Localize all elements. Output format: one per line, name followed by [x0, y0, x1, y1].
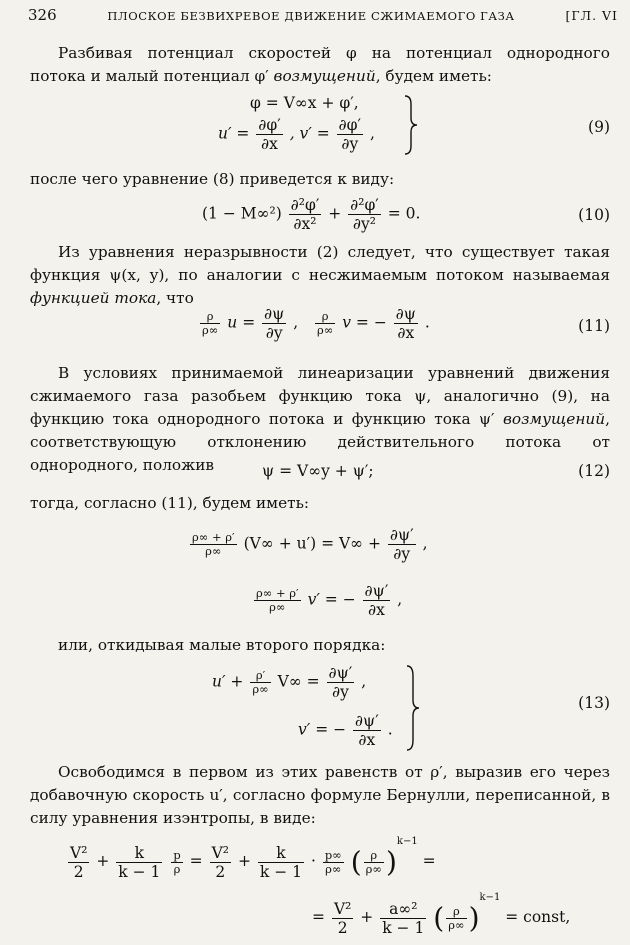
paragraph-3 — [30, 241, 610, 310]
paragraph-3-emphasis: функцией тока — [30, 289, 157, 307]
eq-b-d-den: ∂x — [368, 601, 385, 619]
eq13-l2-a: v′ = − — [298, 720, 347, 739]
b1-f-den: ρ∞ — [325, 861, 342, 876]
b1-d-den: 2 — [215, 862, 226, 881]
eq11-rho-frac1 — [200, 310, 220, 337]
eq-b-mid: v′ = − — [307, 590, 356, 609]
b2-b — [380, 900, 426, 937]
eq-a-dfrac — [388, 526, 416, 563]
b1-f-num: p∞ — [324, 847, 342, 862]
eq10-frac1 — [289, 196, 322, 233]
paragraph-2-text: после чего уравнение (8) приведется к виду: — [30, 170, 395, 188]
eq11 — [198, 305, 430, 342]
eq-b-d-num: ∂ψ′ — [364, 582, 389, 600]
eq13-l1-a: u′ + — [212, 672, 244, 691]
eq-b-end: , — [397, 590, 403, 609]
eq9-v-den: ∂y — [341, 135, 359, 153]
eq13-l1-d-den: ∂y — [332, 683, 349, 701]
b1-g — [364, 849, 384, 876]
b2-a-num: V² — [333, 899, 352, 918]
b1-a-den: 2 — [73, 862, 84, 881]
paragraph-5-text: тогда, согласно (11), будем иметь: — [30, 494, 310, 512]
paragraph-1 — [30, 42, 610, 88]
b1-d-num: V² — [211, 843, 230, 862]
b2-c-den: ρ∞ — [448, 917, 465, 932]
b2-plus: + — [360, 908, 374, 926]
eq10-number: (10) — [578, 206, 610, 224]
b1-f — [323, 849, 344, 876]
b1-e-den: k − 1 — [259, 862, 302, 881]
b1-d — [210, 844, 231, 881]
b1-c — [171, 849, 182, 876]
eq13-l1-d-num: ∂ψ′ — [328, 664, 353, 682]
paragraph-1-emphasis: возмущений — [273, 67, 376, 85]
eq13-l2-dfrac — [353, 712, 381, 749]
b2-lparen: ( — [433, 901, 445, 935]
paragraph-2 — [30, 168, 610, 191]
eq10-f1-num: ∂²φ′ — [290, 196, 320, 214]
eq13-l1-f-den: ρ∞ — [252, 682, 269, 696]
eq11-d1 — [262, 305, 286, 342]
eq-b-den: ρ∞ — [269, 600, 286, 614]
b2-a-den: 2 — [337, 918, 348, 937]
eq10-rhs: = 0. — [387, 204, 421, 223]
eq13-l1-dfrac — [327, 664, 355, 701]
b2-exp: k−1 — [479, 892, 501, 903]
eq-a-end: , — [422, 534, 428, 553]
eq13-line2 — [298, 712, 393, 749]
eq11-b: v = − — [342, 313, 387, 332]
eq11-number: (11) — [578, 317, 610, 335]
eq-a-den: ρ∞ — [205, 544, 222, 558]
paragraph-1-text: Разбивая потенциал скоростей φ на потенциал однородного потока и малый потенциал φ′ — [30, 44, 610, 85]
eq13-l1-f-num: ρ′ — [250, 669, 270, 683]
bernoulli-line1 — [66, 836, 436, 881]
eq10-f2-num: ∂²φ′ — [350, 196, 379, 214]
bernoulli-line2 — [312, 892, 570, 937]
b1-c-num: p — [173, 847, 181, 862]
paragraph-6-text: или, откидывая малые второго порядка: — [58, 636, 386, 654]
eq-b — [252, 582, 402, 619]
eq9-line1: φ = V∞x + φ′, — [250, 94, 359, 112]
b1-plus1: + — [96, 852, 110, 870]
eq10-frac2 — [348, 196, 381, 233]
paragraph-3-text: Из уравнения неразрывности (2) следует, что существует такая функция ψ(x, y), по аналогии с несжимаемым потоком называемая — [30, 243, 610, 284]
eq-a — [188, 526, 428, 563]
eq-a-num: ρ∞ + ρ′ — [192, 530, 235, 544]
b2-c — [446, 905, 466, 932]
b2-rparen: ) — [468, 901, 480, 935]
b2-a — [332, 900, 353, 937]
b1-a-num: V² — [70, 843, 88, 862]
b1-exp: k−1 — [396, 836, 418, 847]
eq9-line2 — [218, 116, 375, 153]
eq12-number: (12) — [578, 462, 610, 480]
eq9-v-lhs: , v′ = — [289, 124, 330, 143]
b1-g-num: ρ — [364, 849, 384, 863]
eq11-d1-den: ∂y — [265, 324, 283, 342]
eq9-brace — [402, 94, 420, 156]
eq11-rho-frac2 — [315, 310, 335, 337]
eq9-v-num: ∂φ′ — [338, 116, 362, 134]
b2-c-num: ρ — [446, 905, 466, 919]
paragraph-3-tail: , что — [156, 289, 194, 307]
eq-a-frac — [190, 531, 237, 558]
b1-eq2: = — [422, 852, 436, 870]
eq-a-d-num: ∂ψ′ — [389, 526, 414, 544]
b1-rparen: ) — [385, 845, 397, 879]
eq10-plus: + — [328, 204, 342, 223]
b1-e — [258, 844, 304, 881]
eq-b-dfrac — [363, 582, 391, 619]
eq-a-d-den: ∂y — [393, 545, 411, 563]
eq13-l2-end: . — [387, 720, 393, 739]
page-number: 326 — [28, 6, 57, 24]
b1-eq1: = — [189, 852, 203, 870]
eq11-d2 — [394, 305, 418, 342]
eq-b-frac — [254, 587, 301, 614]
paragraph-7 — [30, 761, 610, 830]
b1-g-den: ρ∞ — [365, 861, 382, 876]
chapter-label: [ГЛ. VI — [565, 8, 618, 23]
b2-b-den: k − 1 — [382, 918, 425, 937]
eq13-brace — [404, 664, 422, 752]
eq9-u-lhs: u′ = — [218, 124, 250, 143]
b1-e-num: k — [258, 844, 304, 863]
eq10-f2-den: ∂y² — [353, 215, 377, 233]
paragraph-6 — [30, 634, 610, 657]
eq11-end: . — [424, 313, 430, 332]
paragraph-1-tail: , будем иметь: — [375, 67, 492, 85]
b2-eq: = — [312, 908, 325, 926]
b1-a — [68, 844, 89, 881]
eq11-d1-num: ∂ψ — [264, 305, 285, 323]
b2-rhs: = const, — [505, 908, 571, 926]
eq11-sep: , — [293, 313, 299, 332]
eq11-d2-num: ∂ψ — [395, 305, 416, 323]
eq9-u-den: ∂x — [261, 135, 278, 153]
eq11-a: u = — [227, 313, 256, 332]
eq13-l2-d-den: ∂x — [358, 731, 376, 749]
b1-b-den: k − 1 — [118, 862, 161, 881]
eq9-number: (9) — [588, 118, 610, 136]
eq12: ψ = V∞y + ψ′; — [262, 462, 374, 480]
b1-b — [116, 844, 162, 881]
paragraph-4-tail: , соответствующую отклонению действительного потока от однородного, положив — [30, 410, 610, 474]
eq9-v-frac — [337, 116, 363, 153]
eq10-f1-den: ∂x² — [293, 215, 317, 233]
eq13-l1-b: V∞ = — [277, 672, 320, 691]
paragraph-5 — [30, 492, 610, 515]
eq13-l2-d-num: ∂ψ′ — [355, 712, 379, 730]
b1-lparen: ( — [350, 845, 362, 879]
eq13-l1-end: , — [361, 672, 367, 691]
eq10 — [202, 196, 420, 233]
eq10-lhs: (1 − M∞²) — [202, 204, 282, 223]
eq9-end: , — [370, 124, 375, 143]
running-title: ПЛОСКОЕ БЕЗВИХРЕВОЕ ДВИЖЕНИЕ СЖИМАЕМОГО ГАЗА — [107, 9, 515, 23]
paragraph-7-text: Освободимся в первом из этих равенств от ρ′, выразив его через добавочную скорость u′, согласно формуле Бернулли, переписанной, в силу уравнения изэнтропы, в виде: — [30, 763, 610, 827]
b2-b-num: a∞² — [380, 900, 426, 919]
eq13-l1-frac — [250, 669, 270, 696]
paragraph-4-text: В условиях принимаемой линеаризации уравнений движения сжимаемого газа разобьем функцию тока ψ, аналогично (9), на функцию тока однородного потока и функцию тока ψ′ — [30, 364, 610, 428]
eq13-line1 — [212, 664, 366, 701]
eq-b-num: ρ∞ + ρ′ — [256, 586, 299, 600]
b1-b-num: k — [116, 844, 162, 863]
eq9-u-num: ∂φ′ — [258, 116, 281, 134]
eq9-u-frac — [256, 116, 282, 153]
eq11-d2-den: ∂x — [397, 324, 415, 342]
eq11-r1-den: ρ∞ — [202, 323, 219, 337]
paragraph-4-emphasis: возмущений — [502, 410, 606, 428]
eq11-r1-num: ρ — [200, 310, 220, 324]
eq11-r2-den: ρ∞ — [316, 323, 334, 337]
eq11-r2-num: ρ — [315, 310, 335, 324]
page-header — [28, 6, 618, 30]
b1-plus2: + — [237, 852, 251, 870]
b1-dot: · — [310, 852, 316, 870]
b1-c-den: ρ — [173, 861, 181, 876]
paragraph-4 — [30, 362, 610, 477]
eq-a-mid: (V∞ + u′) = V∞ + — [243, 534, 382, 553]
eq13-number: (13) — [578, 694, 610, 712]
